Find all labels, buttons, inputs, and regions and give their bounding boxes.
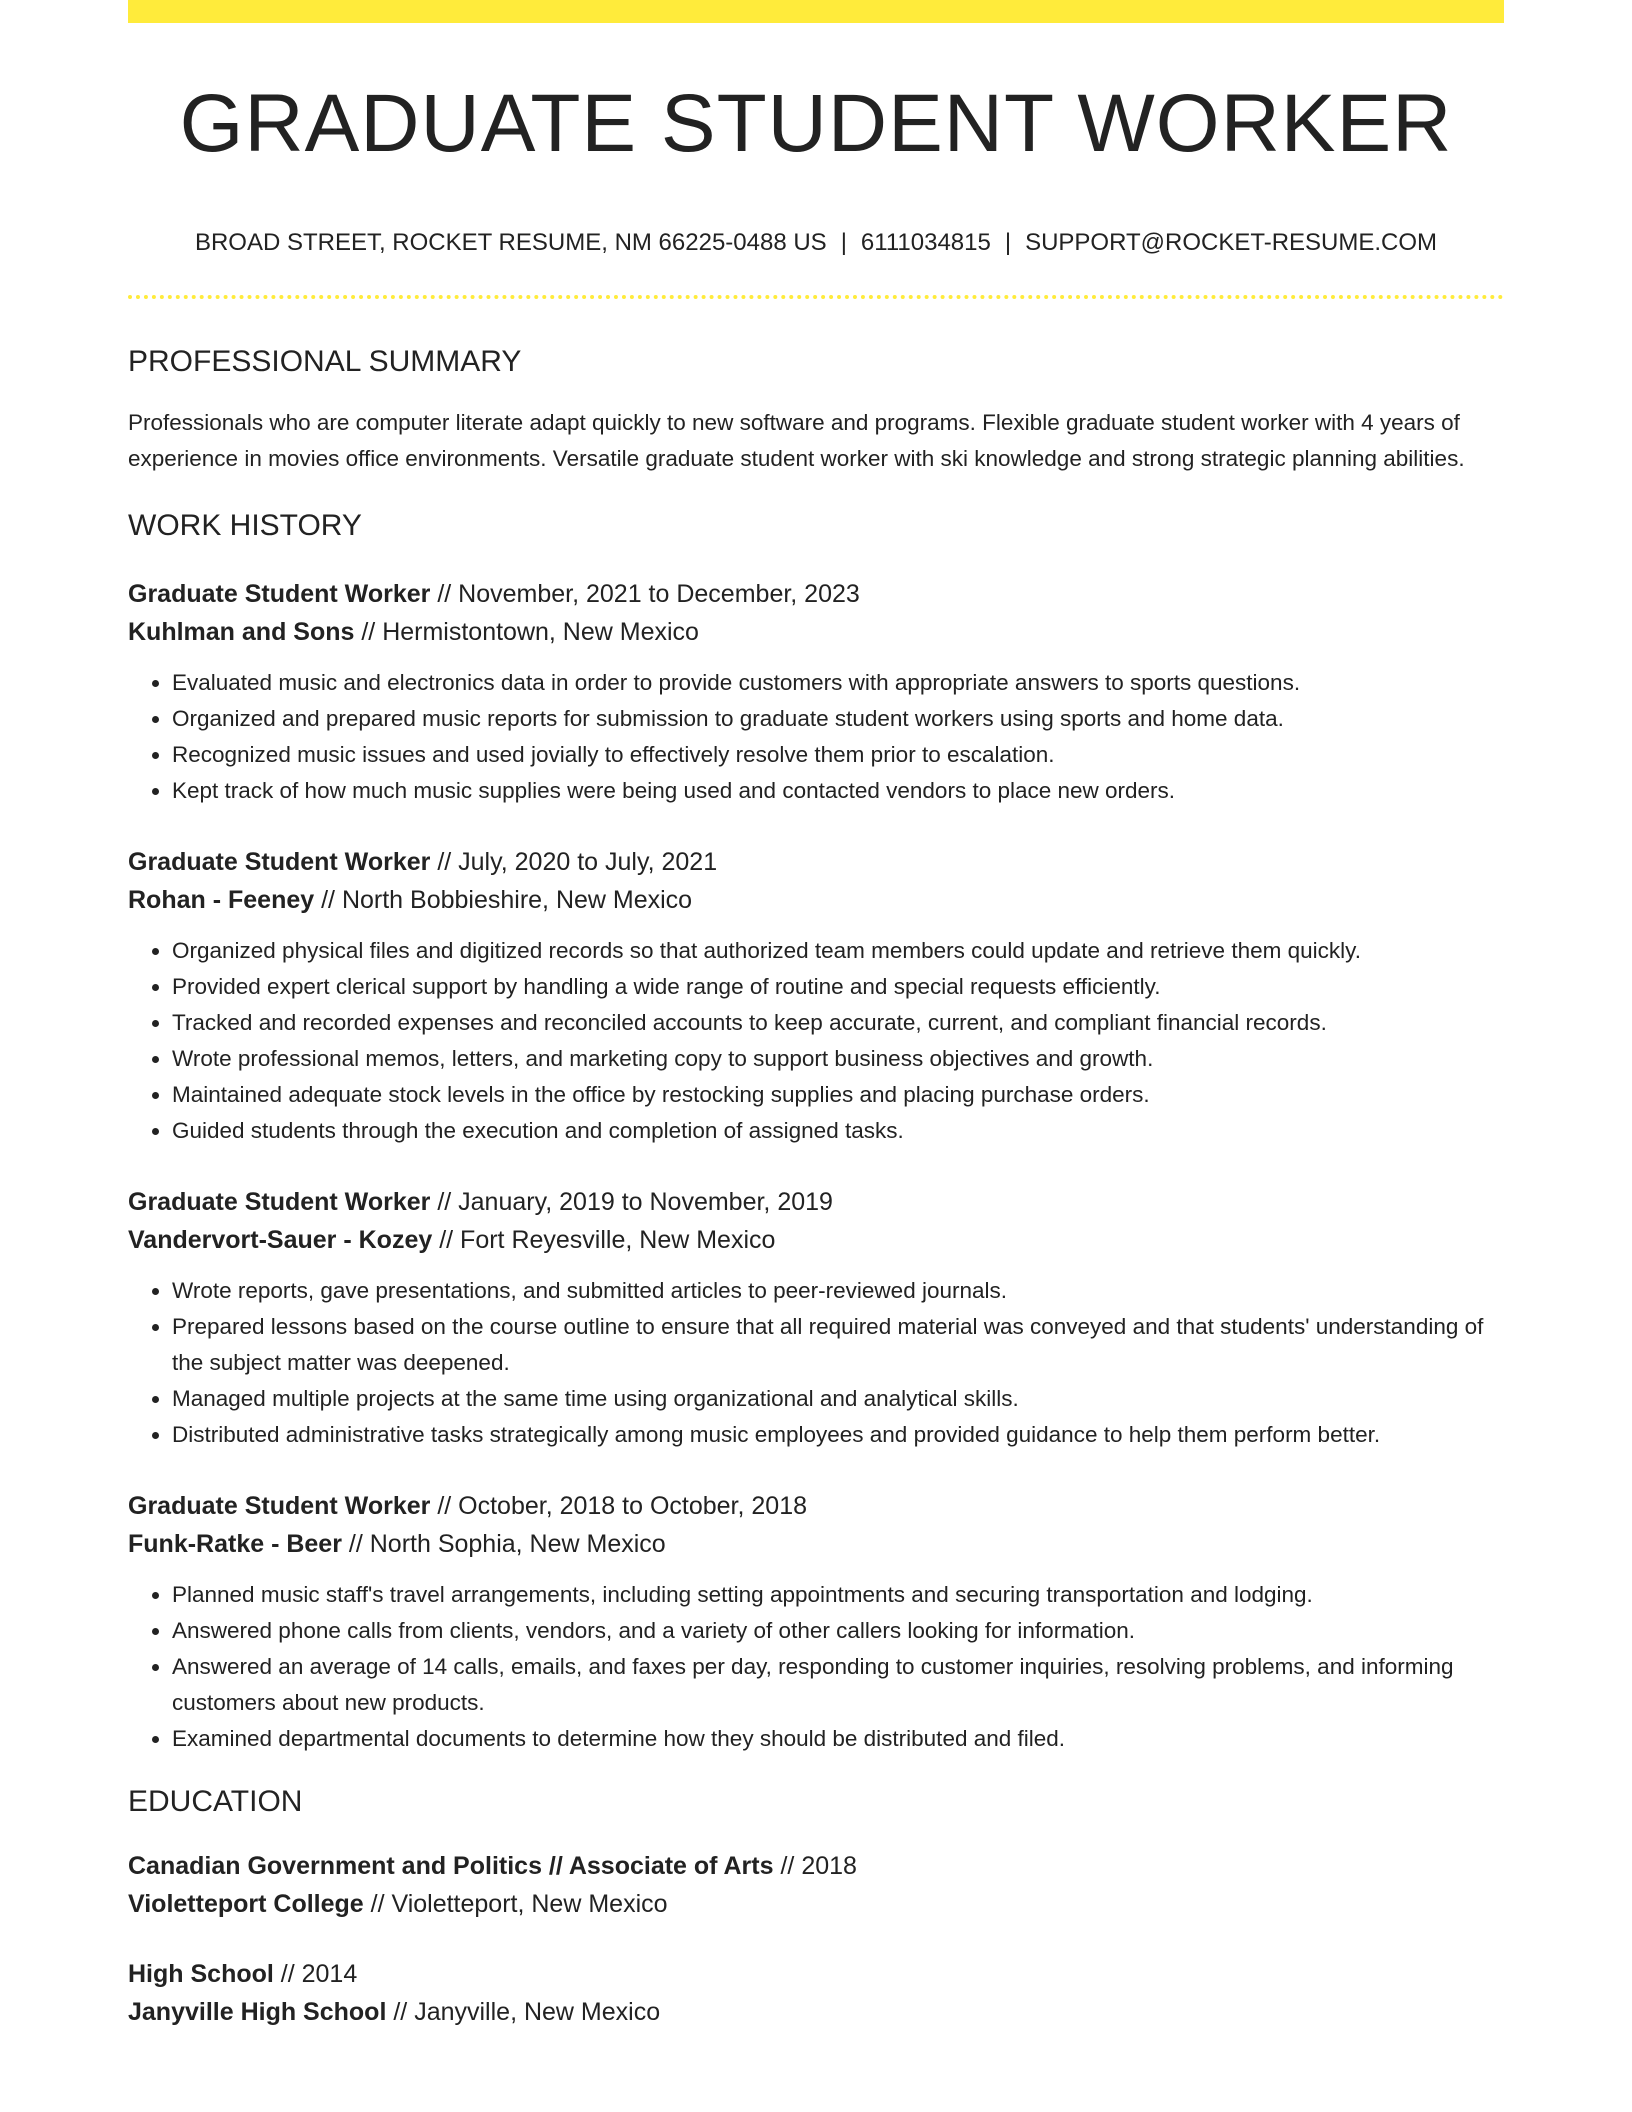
job-bullet: • Evaluated music and electronics data in order to provide customers with appropriate answers to sports questions. — [172, 665, 1504, 701]
job-company: Rohan - Feeney — [128, 886, 315, 914]
job-dates: // January, 2019 to November, 2019 — [430, 1188, 833, 1216]
job-bullets — [128, 1273, 1504, 1453]
job-bullet: • Tracked and recorded expenses and reconciled accounts to keep accurate, current, and compliant financial records. — [172, 1005, 1504, 1041]
education-degree: Canadian Government and Politics // Associate of Arts — [128, 1852, 774, 1880]
contact-line — [128, 231, 1504, 255]
education-entry — [128, 1847, 1504, 1923]
summary-text: Professionals who are computer literate adapt quickly to new software and programs. Flexible graduate student worker with 4 years of experience in movies office environments. Versatile graduate student worker with ski knowledge and strong strategic planning abilities. — [128, 410, 1465, 471]
job-bullet: • Answered an average of 14 calls, emails, and faxes per day, responding to customer inquiries, resolving problems, and informing customers about new products. — [172, 1649, 1504, 1721]
job-title-line — [128, 575, 1504, 613]
job-location: // North Sophia, New Mexico — [341, 1530, 666, 1558]
job-company-line — [128, 1221, 1504, 1259]
job-bullet: • Wrote reports, gave presentations, and submitted articles to peer-reviewed journals. — [172, 1273, 1504, 1309]
job-dates: // November, 2021 to December, 2023 — [430, 580, 860, 608]
resume-title: GRADUATE STUDENT WORKER — [179, 78, 1453, 169]
education-degree: High School — [128, 1960, 274, 1988]
job-bullets — [128, 1577, 1504, 1757]
education-school: Violetteport College — [128, 1890, 364, 1918]
education-school: Janyville High School — [128, 1998, 387, 2026]
contact-email[interactable]: SUPPORT@ROCKET-RESUME.COM — [1025, 229, 1438, 256]
job-bullet: • Distributed administrative tasks strategically among music employees and provided guidance to help them perform better. — [172, 1417, 1504, 1453]
job-company-line — [128, 881, 1504, 919]
job-title: Graduate Student Worker — [128, 1492, 431, 1520]
job-bullet: • Planned music staff's travel arrangements, including setting appointments and securing transportation and lodging. — [172, 1577, 1504, 1613]
job-location: // Fort Reyesville, New Mexico — [432, 1226, 776, 1254]
job-company: Vandervort-Sauer - Kozey — [128, 1226, 433, 1254]
contact-separator: | — [840, 229, 847, 256]
job-bullet: • Kept track of how much music supplies were being used and contacted vendors to place new orders. — [172, 773, 1504, 809]
contact-phone: 6111034815 — [860, 229, 991, 256]
education-entry — [128, 1955, 1504, 2031]
job-company: Funk-Ratke - Beer — [128, 1530, 342, 1558]
accent-top-bar — [128, 0, 1504, 23]
contact-separator: | — [1004, 229, 1012, 256]
job-title: Graduate Student Worker — [128, 848, 431, 876]
job-bullet: • Organized physical files and digitized records so that authorized team members could update and retrieve them quickly. — [172, 933, 1504, 969]
job-title: Graduate Student Worker — [128, 580, 431, 608]
job-bullet: • Answered phone calls from clients, vendors, and a variety of other callers looking for information. — [172, 1613, 1504, 1649]
job-title-line — [128, 843, 1504, 881]
contact-address: BROAD STREET, ROCKET RESUME, NM 66225-0488 US — [194, 229, 827, 256]
job-entry — [128, 575, 1504, 809]
education-school-line — [128, 1993, 1504, 2031]
education-degree-line — [128, 1955, 1504, 1993]
job-company: Kuhlman and Sons — [128, 618, 355, 646]
education-heading: EDUCATION — [128, 1785, 303, 1818]
work-history-heading: WORK HISTORY — [128, 509, 362, 542]
job-company-line — [128, 613, 1504, 651]
job-title: Graduate Student Worker — [128, 1188, 431, 1216]
education-location: // Janyville, New Mexico — [386, 1998, 661, 2026]
job-entry — [128, 1487, 1504, 1757]
job-bullets — [128, 933, 1504, 1149]
job-location: // North Bobbieshire, New Mexico — [314, 886, 693, 914]
resume-page — [128, 0, 1504, 2031]
job-bullet: • Wrote professional memos, letters, and marketing copy to support business objectives and growth. — [172, 1041, 1504, 1077]
job-bullet: • Provided expert clerical support by handling a wide range of routine and special requests efficiently. — [172, 969, 1504, 1005]
job-title-line — [128, 1183, 1504, 1221]
job-dates: // July, 2020 to July, 2021 — [430, 848, 718, 876]
dotted-divider — [128, 295, 1504, 299]
education-year: // 2014 — [273, 1960, 358, 1988]
job-bullet: • Examined departmental documents to determine how they should be distributed and filed. — [172, 1721, 1504, 1757]
job-bullet: • Managed multiple projects at the same time using organizational and analytical skills. — [172, 1381, 1504, 1417]
education-year: // 2018 — [773, 1852, 857, 1880]
job-location: // Hermistontown, New Mexico — [354, 618, 699, 646]
education-degree-line — [128, 1847, 1504, 1885]
job-entry — [128, 1183, 1504, 1453]
job-bullet: • Prepared lessons based on the course outline to ensure that all required material was conveyed and that students' understanding of the subject matter was deepened. — [172, 1309, 1504, 1381]
education-school-line — [128, 1885, 1504, 1923]
education-location: // Violetteport, New Mexico — [363, 1890, 668, 1918]
summary-heading: PROFESSIONAL SUMMARY — [128, 345, 522, 378]
job-bullet: • Recognized music issues and used jovially to effectively resolve them prior to escalation. — [172, 737, 1504, 773]
job-bullet: • Organized and prepared music reports for submission to graduate student workers using sports and home data. — [172, 701, 1504, 737]
job-entry — [128, 843, 1504, 1149]
job-title-line — [128, 1487, 1504, 1525]
job-bullet: • Maintained adequate stock levels in the office by restocking supplies and placing purchase orders. — [172, 1077, 1504, 1113]
job-bullet: • Guided students through the execution and completion of assigned tasks. — [172, 1113, 1504, 1149]
job-company-line — [128, 1525, 1504, 1563]
job-bullets — [128, 665, 1504, 809]
job-dates: // October, 2018 to October, 2018 — [430, 1492, 808, 1520]
